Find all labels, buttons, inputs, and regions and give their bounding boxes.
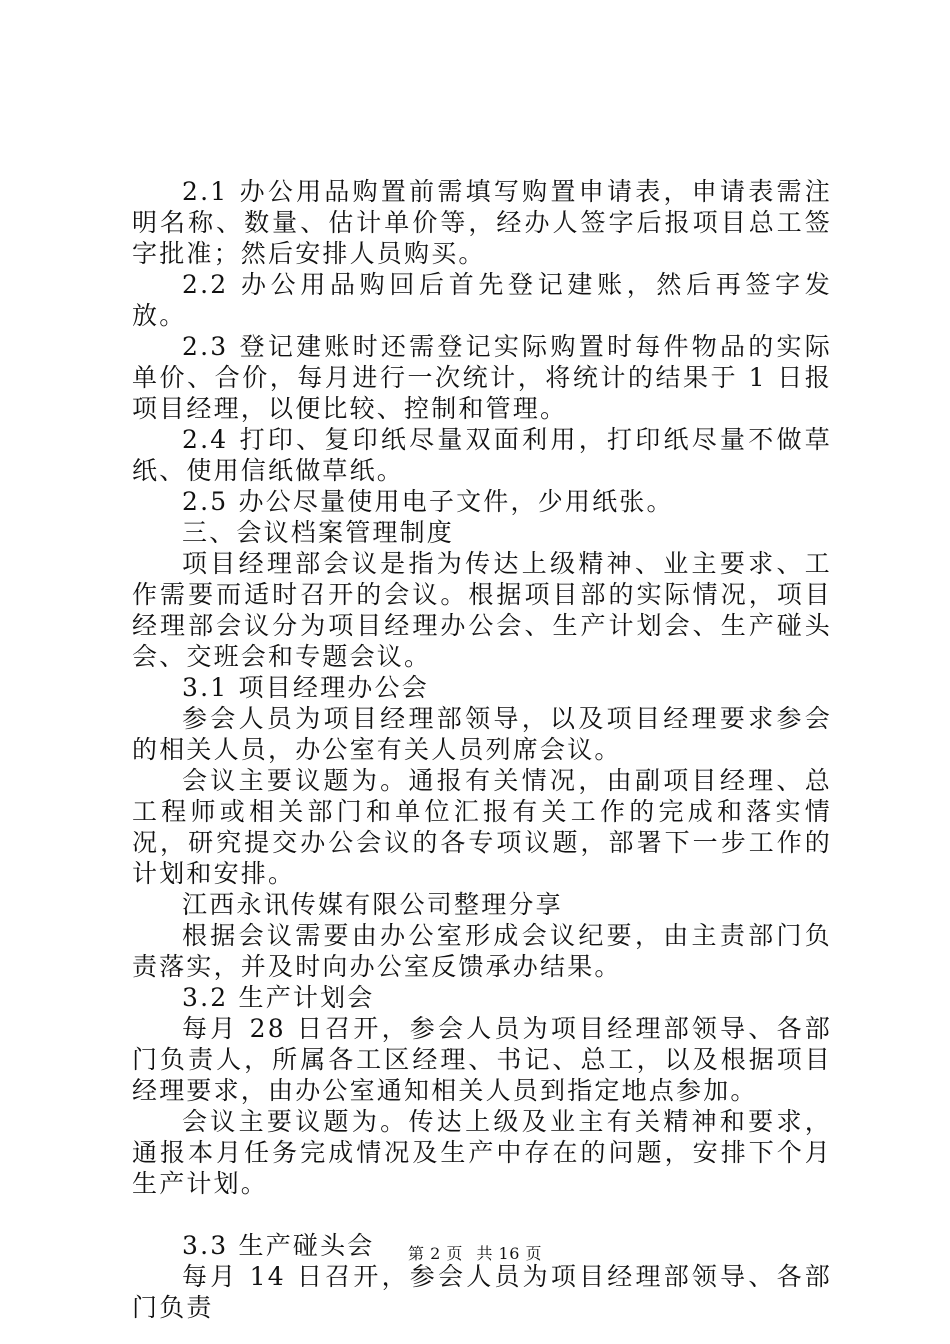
paragraph-2-2: 2.2 办公用品购回后首先登记建账，然后再签字发放。 bbox=[132, 270, 832, 330]
subheading-3-1: 3.1 项目经理办公会 bbox=[182, 673, 429, 702]
section-heading-meeting-archive: 三、会议档案管理制度 bbox=[182, 518, 455, 547]
page-footer bbox=[0, 1241, 950, 1264]
paragraph-3-1-attendees: 参会人员为项目经理部领导，以及项目经理要求参会的相关人员，办公室有关人员列席会议。 bbox=[132, 704, 832, 764]
paragraph-2-1: 2.1 办公用品购置前需填写购置申请表，申请表需注明名称、数量、估计单价等，经办人签字后报项目总工签字批准；然后安排人员购买。 bbox=[132, 177, 832, 268]
paragraph-3-3-attendees: 每月 14 日召开，参会人员为项目经理部领导、各部门负责 bbox=[132, 1262, 832, 1322]
paragraph-2-4: 2.4 打印、复印纸尽量双面利用，打印纸尽量不做草纸、使用信纸做草纸。 bbox=[132, 425, 832, 485]
page-number: 第 2 页 bbox=[408, 1244, 463, 1263]
paragraph-2-5: 2.5 办公尽量使用电子文件，少用纸张。 bbox=[182, 487, 674, 516]
paragraph-3-2-attendees: 每月 28 日召开，参会人员为项目经理部领导、各部门负责人，所属各工区经理、书记、总工，以及根据项目经理要求，由办公室通知相关人员到指定地点参加。 bbox=[132, 1014, 832, 1105]
document-body bbox=[132, 176, 832, 1323]
watermark-line: 江西永讯传媒有限公司整理分享 bbox=[182, 890, 563, 919]
total-pages: 共 16 页 bbox=[476, 1244, 542, 1263]
paragraph-3-1-minutes: 根据会议需要由办公室形成会议纪要，由主责部门负责落实，并及时向办公室反馈承办结果。 bbox=[132, 921, 832, 981]
paragraph-2-3: 2.3 登记建账时还需登记实际购置时每件物品的实际单价、合价，每月进行一次统计，将统计的结果于 1 日报项目经理，以便比较、控制和管理。 bbox=[132, 332, 832, 423]
subheading-3-2: 3.2 生产计划会 bbox=[182, 983, 375, 1012]
paragraph-3-1-topics: 会议主要议题为。通报有关情况，由副项目经理、总工程师或相关部门和单位汇报有关工作的完成和落实情况，研究提交办公会议的各专项议题，部署下一步工作的计划和安排。 bbox=[132, 766, 832, 888]
paragraph-3-2-topics: 会议主要议题为。传达上级及业主有关精神和要求，通报本月任务完成情况及生产中存在的问题，安排下个月生产计划。 bbox=[132, 1107, 832, 1198]
paragraph-meeting-definition: 项目经理部会议是指为传达上级精神、业主要求、工作需要而适时召开的会议。根据项目部的实际情况，项目经理部会议分为项目经理办公会、生产计划会、生产碰头会、交班会和专题会议。 bbox=[132, 549, 832, 671]
subheading-3-3: 3.3 生产碰头会 bbox=[182, 1231, 375, 1260]
